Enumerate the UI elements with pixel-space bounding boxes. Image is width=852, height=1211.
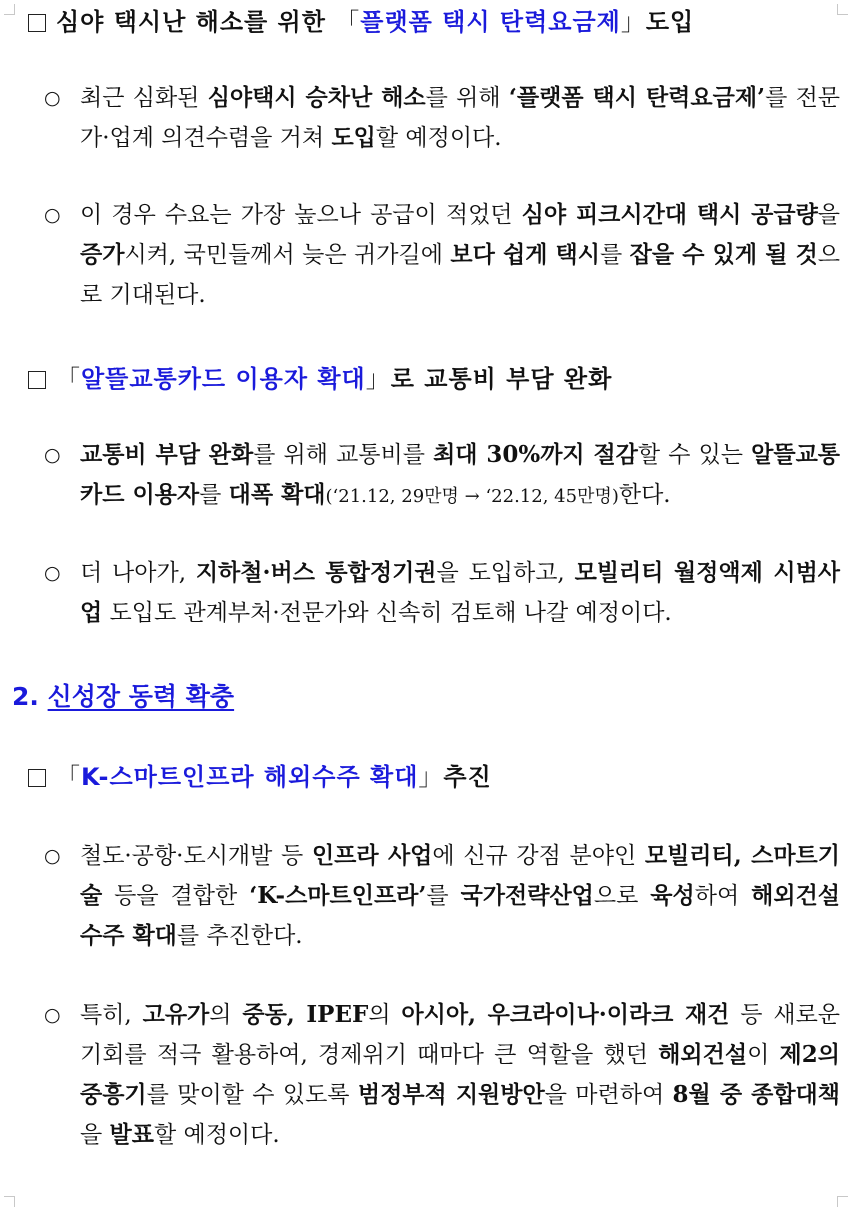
page-corner-mark [837,1196,848,1207]
heading-highlight: K-스마트인프라 해외수주 확대 [81,763,419,791]
bracket-open: 「 [56,763,81,791]
heading-text: 추진 [443,763,492,791]
list-item [44,836,840,956]
bracket-close: 」 [365,365,391,393]
heading-text: 심야 택시난 해소를 위한 [56,8,326,36]
bullet-icon: ○ [44,1004,61,1026]
list-item [44,553,840,633]
section-number: 2. [12,682,39,711]
item-text: 더 나아가, 지하철·버스 통합정기권을 도입하고, 모빌리티 월정액제 시범사업 도입도 관계부처·전문가와 신속히 검토해 나갈 예정이다. [80,559,840,626]
bracket-close: 」 [418,763,444,791]
bullet-icon: ○ [44,204,61,226]
section-title [12,680,234,714]
list-item [44,435,840,517]
heading-highlight: 플랫폼 택시 탄력요금제 [360,8,621,36]
page-corner-mark [4,4,15,15]
bullet-icon: ○ [44,87,61,109]
item-text: 교통비 부담 완화를 위해 교통비를 최대 30%까지 절감할 수 있는 알뜰교통카드 이용자를 대폭 확대(‘21.12, 29만명 → ‘22.12, 45만명)한다. [80,441,841,508]
item-text: 최근 심화된 심야택시 승차난 해소를 위해 ‘플랫폼 택시 탄력요금제’를 전문가·업계 의견수렴을 거쳐 도입할 예정이다. [80,84,841,151]
list-item [44,78,840,158]
bracket-open: 「 [56,365,81,393]
list-item [44,995,840,1155]
item-text: 특히, 고유가의 중동, IPEF의 아시아, 우크라이나·이라크 재건 등 새로운 기회를 적극 활용하여, 경제위기 때마다 큰 역할을 했던 해외건설이 제2의 중흥기를 맞이할 수 있도록 범정부적 지원방안을 마련하여 8월 중 종합대책을 발표할 예정이다. [80,1001,841,1148]
checkbox-icon [28,371,46,389]
bracket-close: 」 [620,8,646,36]
item-text: 이 경우 수요는 가장 높으나 공급이 적었던 심야 피크시간대 택시 공급량을 증가시켜, 국민들께서 늦은 귀가길에 보다 쉽게 택시를 잡을 수 있게 될 것으로 기대된다. [80,201,841,308]
list-item [44,195,840,315]
bullet-icon: ○ [44,444,61,466]
heading-text: 도입 [645,8,695,36]
heading-k-smart-infra [28,760,840,794]
heading-taxi [28,5,840,39]
section-title-text: 신성장 동력 확충 [47,682,235,711]
checkbox-icon [28,769,46,787]
heading-highlight: 알뜰교통카드 이용자 확대 [81,365,366,393]
bullet-icon: ○ [44,562,61,584]
bullet-icon: ○ [44,845,61,867]
heading-text: 로 교통비 부담 완화 [390,365,613,393]
item-text: 철도·공항·도시개발 등 인프라 사업에 신규 강점 분야인 모빌리티, 스마트기술 등을 결합한 ‘K-스마트인프라’를 국가전략산업으로 육성하여 해외건설 수주 확대를 추진한다. [80,842,841,949]
heading-transit-card [28,362,840,396]
bracket-open: 「 [335,8,361,36]
checkbox-icon [28,14,46,32]
page-corner-mark [4,1196,15,1207]
